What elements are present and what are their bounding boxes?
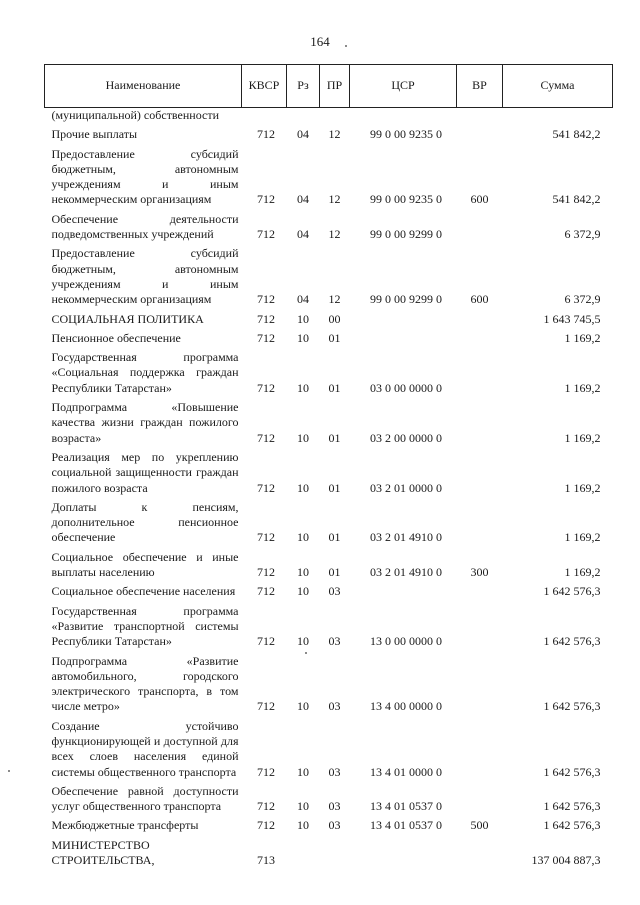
cell-rz: 04 (297, 292, 309, 307)
cell-vr (457, 580, 503, 599)
table-row (45, 327, 613, 346)
cell-rz: 04 (297, 227, 309, 242)
cell-pr: 12 (328, 127, 341, 142)
cell-sum: 1 642 576,3 (543, 818, 601, 833)
cell-name: Обеспечение деятельности подведомственных учреждений (51, 211, 239, 242)
cell-name: Подпрограмма «Повышение качества жизни граждан пожилого возраста» (51, 400, 239, 445)
cell-vr (457, 308, 503, 327)
cell-kvsr: 712 (257, 227, 275, 242)
cell-name: (муниципальной) собственности (51, 108, 219, 122)
cell-name: Доплаты к пенсиям, дополнительное пенсионное обеспечение (51, 499, 239, 545)
cell-name: СОЦИАЛЬНАЯ ПОЛИТИКА (51, 311, 204, 326)
page-number: 164 (310, 34, 330, 49)
cell-vr (457, 600, 503, 650)
cell-sum: 1 169,2 (564, 430, 601, 445)
cell-name: МИНИСТЕРСТВО СТРОИТЕЛЬСТВА, (51, 837, 155, 868)
cell-csr: 99 0 00 9299 0 (370, 292, 442, 307)
cell-vr (457, 496, 503, 546)
cell-rz (287, 834, 320, 869)
cell-name: Подпрограмма «Развитие автомобильного, городского электрического транспорта, в том числе метро» (51, 653, 239, 714)
cell-name: Пенсионное обеспечение (51, 330, 181, 345)
cell-rz: 10 (297, 311, 309, 326)
cell-vr: 300 (470, 565, 489, 580)
cell-pr: 03 (328, 699, 341, 714)
cell-pr: 03 (328, 634, 341, 649)
cell-csr: 13 4 01 0537 0 (370, 818, 442, 833)
cell-name: Межбюджетные трансферты (51, 818, 199, 833)
table-row (45, 123, 613, 142)
cell-rz: 10 (297, 380, 309, 395)
cell-kvsr: 713 (257, 853, 275, 868)
cell-vr (457, 446, 503, 496)
cell-name: Предоставление субсидий бюджетным, автономным учреждениям и иным некоммерческим организациям (51, 146, 239, 207)
cell-rz: 10 (297, 799, 309, 814)
cell-sum (503, 108, 613, 124)
cell-name: Реализация мер по укреплению социальной защищенности граждан пожилого возраста (51, 449, 239, 495)
cell-pr: 00 (328, 311, 341, 326)
cell-rz: 04 (297, 192, 309, 207)
cell-rz: 10 (297, 634, 309, 649)
cell-rz: 10 (297, 699, 309, 714)
cell-csr (350, 327, 457, 346)
cell-csr: 13 4 00 0000 0 (370, 699, 442, 714)
cell-name: Прочие выплаты (51, 127, 138, 142)
cell-vr (457, 346, 503, 396)
cell-sum: 6 372,9 (564, 227, 601, 242)
cell-sum: 1 642 576,3 (543, 584, 601, 599)
cell-name: Социальное обеспечение и иные выплаты населению (51, 549, 239, 580)
table-row (45, 715, 613, 780)
cell-kvsr: 712 (257, 292, 275, 307)
cell-vr (457, 108, 503, 124)
cell-name: Государственная программа «Социальная поддержка граждан Республики Татарстан» (51, 350, 239, 395)
cell-csr: 13 4 01 0537 0 (370, 799, 442, 814)
table-row (45, 600, 613, 650)
cell-rz: 10 (297, 430, 309, 445)
cell-sum: 541 842,2 (552, 127, 601, 142)
cell-sum: 1 643 745,5 (543, 311, 601, 326)
table-row (45, 208, 613, 243)
scan-speck (8, 770, 10, 772)
cell-rz: 10 (297, 764, 309, 779)
header-csr: ЦСР (350, 65, 457, 108)
table-body (45, 108, 613, 869)
table-row (45, 814, 613, 833)
cell-csr: 03 0 00 0000 0 (370, 380, 442, 395)
cell-pr: 01 (328, 380, 341, 395)
table-row (45, 446, 613, 496)
cell-csr: 03 2 01 0000 0 (370, 480, 442, 495)
cell-kvsr: 712 (257, 565, 275, 580)
cell-vr (457, 123, 503, 142)
cell-name: Государственная программа «Развитие транспортной системы Республики Татарстан» (51, 603, 239, 649)
cell-sum: 1 642 576,3 (543, 699, 601, 714)
cell-vr: 600 (470, 192, 489, 207)
cell-kvsr (242, 108, 287, 124)
table-row (45, 834, 613, 869)
cell-sum: 6 372,9 (564, 292, 601, 307)
header-name: Наименование (45, 65, 242, 108)
cell-name: Социальное обеспечение населения (51, 584, 236, 599)
cell-kvsr: 712 (257, 480, 275, 495)
header-kvsr: КВСР (242, 65, 287, 108)
cell-rz (287, 108, 320, 124)
cell-vr (457, 780, 503, 815)
cell-sum: 1 169,2 (564, 330, 601, 345)
cell-csr (350, 308, 457, 327)
budget-table (44, 64, 613, 868)
cell-kvsr: 712 (257, 530, 275, 545)
cell-vr: 600 (470, 292, 489, 307)
table-row (45, 242, 613, 307)
cell-kvsr: 712 (257, 311, 275, 326)
cell-name: Обеспечение равной доступности услуг общественного транспорта (51, 783, 239, 814)
cell-vr (457, 715, 503, 780)
cell-vr (457, 834, 503, 869)
cell-kvsr: 712 (257, 330, 275, 345)
cell-sum: 1 642 576,3 (543, 764, 601, 779)
cell-csr (350, 834, 457, 869)
cell-sum: 1 169,2 (564, 565, 601, 580)
cell-sum: 1 642 576,3 (543, 634, 601, 649)
cell-csr: 13 4 01 0000 0 (370, 764, 442, 779)
cell-kvsr: 712 (257, 192, 275, 207)
cell-pr (320, 834, 350, 869)
table-row (45, 580, 613, 599)
table-row (45, 308, 613, 327)
cell-rz: 10 (297, 565, 309, 580)
cell-pr: 01 (328, 530, 341, 545)
cell-pr: 01 (328, 330, 341, 345)
cell-pr (320, 108, 350, 124)
header-sum: Сумма (503, 65, 613, 108)
cell-csr: 99 0 00 9299 0 (370, 227, 442, 242)
cell-pr: 12 (328, 292, 341, 307)
table-row (45, 143, 613, 208)
cell-pr: 03 (328, 764, 341, 779)
cell-kvsr: 712 (257, 818, 275, 833)
cell-sum: 1 169,2 (564, 380, 601, 395)
cell-csr: 99 0 00 9235 0 (370, 192, 442, 207)
cell-sum: 541 842,2 (552, 192, 601, 207)
cell-kvsr: 712 (257, 764, 275, 779)
cell-kvsr: 712 (257, 380, 275, 395)
cell-kvsr: 712 (257, 634, 275, 649)
cell-pr: 12 (328, 192, 341, 207)
cell-rz: 10 (297, 330, 309, 345)
cell-rz: 04 (297, 127, 309, 142)
cell-kvsr: 712 (257, 699, 275, 714)
cell-rz: 10 (297, 818, 309, 833)
table-row (45, 650, 613, 715)
cell-pr: 12 (328, 227, 341, 242)
header-rz: Рз (287, 65, 320, 108)
cell-pr: 03 (328, 818, 341, 833)
cell-sum: 137 004 887,3 (531, 853, 601, 868)
table-header-row (45, 65, 613, 108)
cell-vr (457, 650, 503, 715)
cell-sum: 1 642 576,3 (543, 799, 601, 814)
cell-name: Создание устойчиво функционирующей и доступной для всех слоев населения единой системы общественного транспорта (51, 718, 239, 779)
cell-name: Предоставление субсидий бюджетным, автономным учреждениям и иным некоммерческим организациям (51, 246, 239, 307)
cell-kvsr: 712 (257, 584, 275, 599)
table-row (45, 346, 613, 396)
cell-rz: 10 (297, 480, 309, 495)
table-row (45, 396, 613, 446)
scan-speck (345, 45, 347, 47)
cell-vr (457, 208, 503, 243)
table-row (45, 780, 613, 815)
cell-csr (350, 108, 457, 124)
table-row (45, 108, 613, 124)
cell-pr: 01 (328, 565, 341, 580)
cell-csr (350, 580, 457, 599)
cell-pr: 03 (328, 799, 341, 814)
cell-kvsr: 712 (257, 430, 275, 445)
cell-csr: 03 2 00 0000 0 (370, 430, 442, 445)
cell-pr: 01 (328, 480, 341, 495)
cell-vr (457, 327, 503, 346)
cell-kvsr: 712 (257, 127, 275, 142)
header-vr: ВР (457, 65, 503, 108)
cell-kvsr: 712 (257, 799, 275, 814)
header-pr: ПР (320, 65, 350, 108)
cell-vr: 500 (470, 818, 489, 833)
cell-rz: 10 (297, 530, 309, 545)
cell-csr: 03 2 01 4910 0 (370, 565, 442, 580)
cell-csr: 03 2 01 4910 0 (370, 530, 442, 545)
cell-sum: 1 169,2 (564, 530, 601, 545)
cell-vr (457, 396, 503, 446)
cell-csr: 99 0 00 9235 0 (370, 127, 442, 142)
cell-rz: 10 (297, 584, 309, 599)
table-row (45, 546, 613, 581)
cell-pr: 03 (328, 584, 341, 599)
cell-csr: 13 0 00 0000 0 (370, 634, 442, 649)
cell-pr: 01 (328, 430, 341, 445)
cell-sum: 1 169,2 (564, 480, 601, 495)
table-row (45, 496, 613, 546)
